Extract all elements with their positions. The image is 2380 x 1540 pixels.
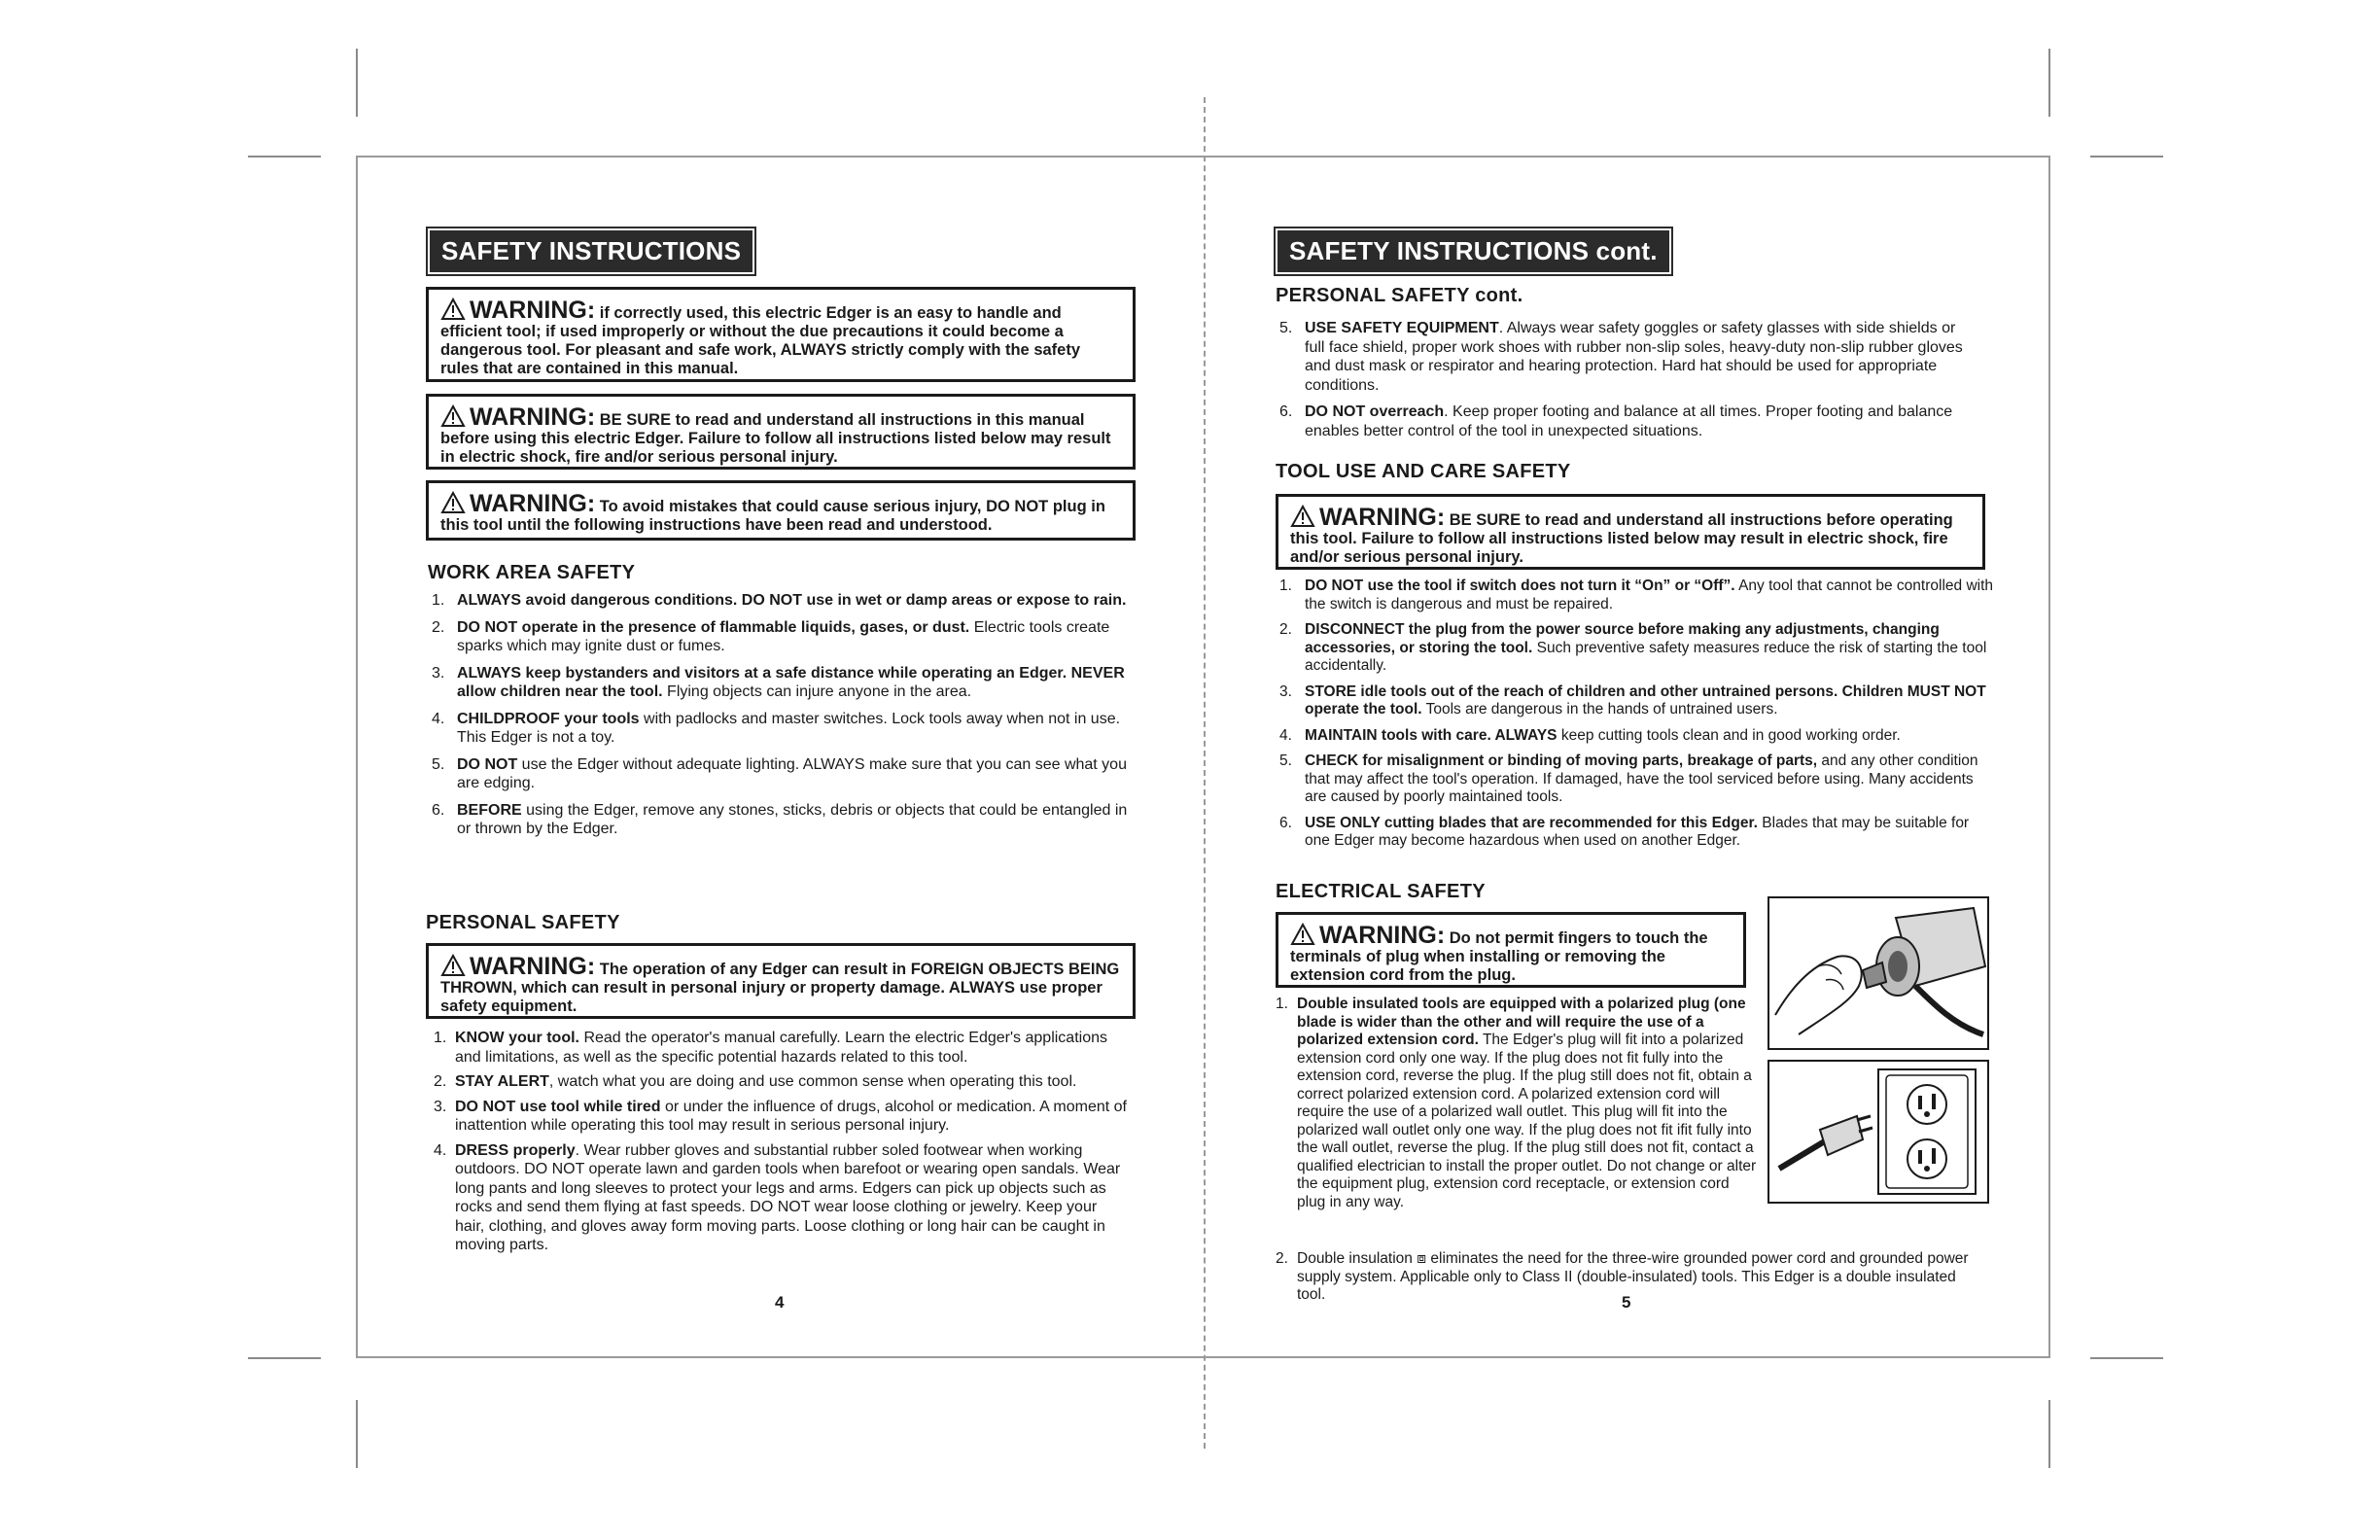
list-item: 5. DO NOT use the Edger without adequate lighting. ALWAYS make sure that you can see what you are edging.	[432, 755, 1127, 791]
warning-text: BE SURE to read and understand all instructions before operating this tool. Failure to follow all instructions listed below may result in electric shock, fire and/or serious personal injury.	[1290, 511, 1953, 566]
electrical-list	[1276, 996, 1762, 1217]
outlet-plug-icon	[1769, 1062, 1987, 1202]
crop-mark	[356, 1400, 358, 1468]
crop-mark	[2048, 1400, 2050, 1468]
personal-warning-box	[426, 943, 1136, 1019]
work-area-heading: WORK AREA SAFETY	[428, 562, 636, 583]
personal-safety-cont-list	[1276, 319, 1976, 448]
list-item: 1. Double insulated tools are equipped with a polarized plug (one blade is wider than the other and will require the use of a polarized extension cord. The Edger's plug will fit into a polarized extension cord only one way. If the plug does not fit fully into the extension cord, reverse the plug. If the plug still does not fit, obtain a correct polarized extension cord. A polarized extension cord will require the use of a polarized wall outlet. This plug will fit into the polarized wall outlet only one way. If the plug does not fit ifit fully into the wall outlet, reverse the plug. If the plug still does not fit, contact a qualified electrician to install the proper outlet. Do not change or alter the equipment plug, extension cord receptacle, or extension cord plug in any way.	[1276, 996, 1757, 1210]
electrical-warning-box	[1276, 912, 1746, 988]
warning-triangle-icon	[440, 404, 466, 428]
tool-use-list	[1276, 578, 1995, 858]
warning-title: WARNING:	[470, 297, 596, 324]
list-item: 1. ALWAYS avoid dangerous conditions. DO NOT use in wet or damp areas or expose to rain.	[432, 592, 1127, 609]
hand-plug-icon	[1769, 898, 1987, 1048]
crop-mark	[356, 49, 358, 117]
list-item: 1. KNOW your tool. Read the operator's manual carefully. Learn the electric Edger's applications and limitations, as well as the specific potential hazards related to this tool.	[434, 1030, 1107, 1066]
page-number-left: 4	[775, 1293, 785, 1312]
list-item: 3. STORE idle tools out of the reach of children and other untrained persons. Children MUST NOT operate the tool. Tools are dangerous in the hands of untrained users.	[1279, 682, 1986, 718]
crop-mark	[2090, 1357, 2163, 1359]
crop-mark	[248, 1357, 321, 1359]
personal-safety-heading: PERSONAL SAFETY	[426, 912, 620, 933]
list-item: 4. CHILDPROOF your tools with padlocks and master switches. Lock tools away when not in use. This Edger is not a toy.	[432, 710, 1121, 746]
crop-mark	[248, 156, 321, 158]
fold-line	[1204, 97, 1206, 1449]
warning-box-1	[426, 287, 1136, 382]
warning-title: WARNING:	[1319, 922, 1446, 949]
warning-box-2	[426, 394, 1136, 470]
section-banner-right: SAFETY INSTRUCTIONS cont.	[1274, 227, 1673, 276]
list-item: 2. Double insulation ⧈ eliminates the need for the three-wire grounded power cord and grounded power supply system. Applicable only to Class II (double-insulated) tools. This Edger is a double insulated tool.	[1276, 1250, 1969, 1303]
warning-text: To avoid mistakes that could cause serious injury, DO NOT plug in this tool until the following instructions have been read and understood.	[440, 498, 1105, 534]
warning-triangle-icon	[440, 298, 466, 321]
section-banner-left: SAFETY INSTRUCTIONS	[426, 227, 756, 276]
list-item: 4. MAINTAIN tools with care. ALWAYS keep cutting tools clean and in good working order.	[1279, 726, 1901, 744]
warning-triangle-icon	[440, 954, 466, 977]
warning-text: The operation of any Edger can result in FOREIGN OBJECTS BEING THROWN, which can result in personal injury or property damage. ALWAYS use proper safety equipment.	[440, 961, 1120, 1015]
list-item: 4. DRESS properly. Wear rubber gloves and substantial rubber soled footwear when working outdoors. DO NOT operate lawn and garden tools when barefoot or wearing open sandals. Wear long pants and long sleeves to protect your legs and arms. Edgers can pick up objects such as rocks and send them flying at fast speeds. DO NOT wear loose clothing or jewelry. Keep your hair, clothing, and gloves away form moving parts. Loose clothing or long hair can be caught in moving parts.	[434, 1141, 1121, 1253]
warning-triangle-icon	[1290, 923, 1315, 946]
crop-mark	[2090, 156, 2163, 158]
list-item: 2. DO NOT operate in the presence of flammable liquids, gases, or dust. Electric tools create sparks which may ignite dust or fumes.	[432, 618, 1110, 654]
list-item: 6. USE ONLY cutting blades that are recommended for this Edger. Blades that may be suitable for one Edger may become hazardous when used on another Edger.	[1279, 814, 1970, 849]
warning-title: WARNING:	[1319, 504, 1446, 531]
plug-connection-illustration	[1768, 896, 1989, 1050]
list-item: 2. STAY ALERT, watch what you are doing and use common sense when operating this tool.	[434, 1073, 1077, 1090]
page-number-right: 5	[1622, 1293, 1631, 1312]
list-item: 5. USE SAFETY EQUIPMENT. Always wear safety goggles or safety glasses with side shields or full face shield, proper work shoes with rubber non-slip soles, heavy-duty non-slip rubber gloves and dust mask or respirator and hearing protection. Hard hat should be used for appropriate conditions.	[1279, 320, 1963, 394]
warning-text: Do not permit fingers to touch the terminals of plug when installing or removing the extension cord from the plug.	[1290, 929, 1708, 984]
warning-text: BE SURE to read and understand all instructions in this manual before using this electric Edger. Failure to follow all instructions listed below may result in electric shock, fire and/or serious personal injury.	[440, 411, 1111, 466]
list-item: 5. CHECK for misalignment or binding of moving parts, breakage of parts, and any other condition that may affect the tool's operation. If damaged, have the tool serviced before using. Many accidents are caused by poorly maintained tools.	[1279, 752, 1978, 805]
tool-use-heading: TOOL USE AND CARE SAFETY	[1276, 461, 1571, 482]
warning-triangle-icon	[1290, 505, 1315, 528]
crop-mark	[2048, 49, 2050, 117]
personal-safety-list	[434, 1029, 1130, 1261]
list-item: 1. DO NOT use the tool if switch does not turn it “On” or “Off”. Any tool that cannot be controlled with the switch is dangerous and must be repaired.	[1279, 578, 1994, 612]
personal-safety-cont-heading: PERSONAL SAFETY cont.	[1276, 285, 1523, 306]
warning-title: WARNING:	[470, 490, 596, 517]
warning-triangle-icon	[440, 491, 466, 514]
list-item: 6. DO NOT overreach. Keep proper footing and balance at all times. Proper footing and balance enables better control of the tool in unexpected situations.	[1279, 403, 1953, 439]
work-area-list	[428, 591, 1128, 847]
tool-use-warning-box	[1276, 494, 1985, 570]
list-item: 3. ALWAYS keep bystanders and visitors at a safe distance while operating an Edger. NEVER allow children near the tool. Flying objects can injure anyone in the area.	[432, 664, 1125, 700]
warning-text: if correctly used, this electric Edger is an easy to handle and efficient tool; if used improperly or without the due precautions it could become a dangerous tool. For pleasant and safe work, ALWAYS strictly comply with the safety rules that are contained in this manual.	[440, 304, 1081, 377]
electrical-safety-heading: ELECTRICAL SAFETY	[1276, 881, 1486, 902]
warning-box-3	[426, 480, 1136, 541]
list-item: 6. BEFORE using the Edger, remove any stones, sticks, debris or objects that could be entangled in or thrown by the Edger.	[432, 801, 1128, 837]
warning-title: WARNING:	[470, 953, 596, 980]
list-item: 2. DISCONNECT the plug from the power source before making any adjustments, changing accessories, or storing the tool. Such preventive safety measures reduce the risk of starting the tool accidentally.	[1279, 621, 1987, 674]
warning-title: WARNING:	[470, 403, 596, 431]
list-item: 3. DO NOT use tool while tired or under the influence of drugs, alcohol or medication. A moment of inattention while operating this tool may result in serious personal injury.	[434, 1098, 1127, 1134]
polarized-outlet-illustration	[1768, 1060, 1989, 1204]
